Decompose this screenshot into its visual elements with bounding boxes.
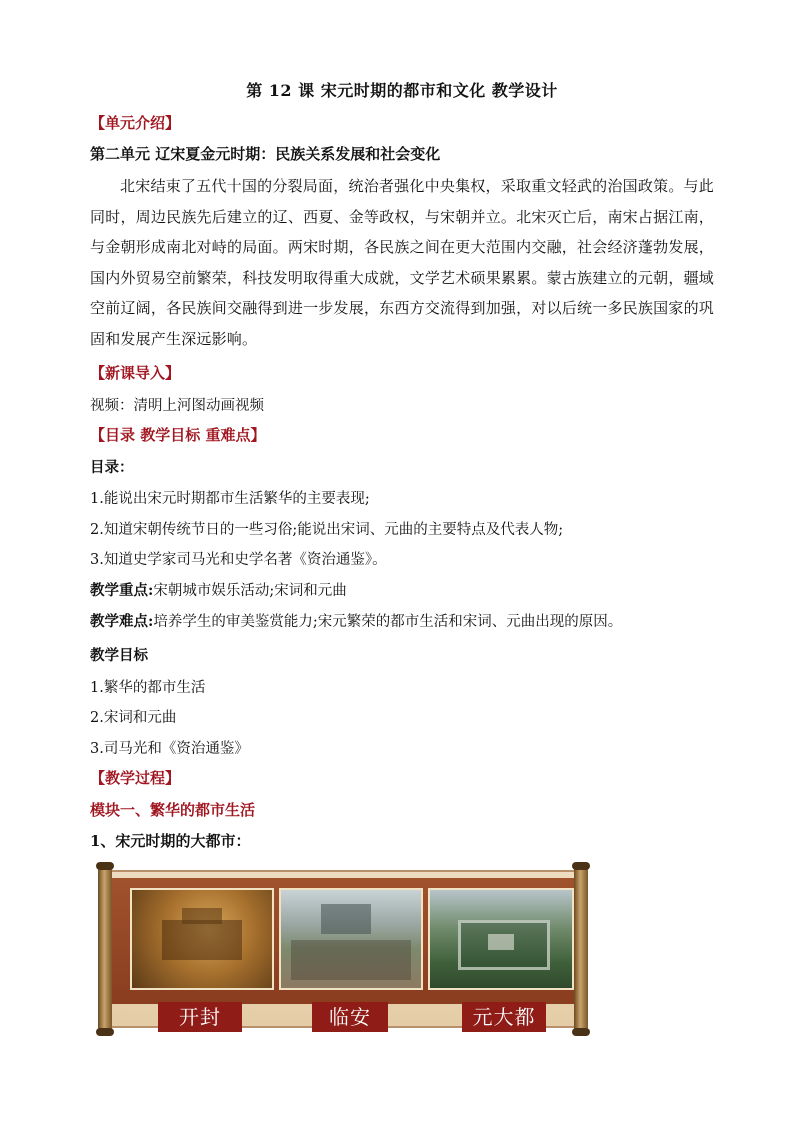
objectives-heading: 教学目标: [90, 647, 148, 664]
catalog-item: 1.能说出宋元时期都市生活繁华的主要表现;: [90, 491, 370, 507]
intro-paragraph: 北宋结束了五代十国的分裂局面，统治者强化中央集权，采取重文轻武的治国政策。与此同时，周边民族先后建立的辽、西夏、金等政权，与宋朝并立。北宋灭亡后，南宋占据江南，与金朝形成南北对峙的局面。两宋时期，各民族之间在更大范围内交融，社会经济蓬勃发展，国内外贸易空前繁荣，科技发明取得重大成就，文学艺术硕果累累。蒙古族建立的元朝，疆域空前辽阔，各民族间交融得到进一步发展，东西方交流得到加强，对以后统一多民族国家的巩固和发展产生深远影响。: [90, 177, 714, 348]
difficult-point-text: 培养学生的审美鉴赏能力;宋元繁荣的都市生活和宋词、元曲出现的原因。: [153, 614, 623, 630]
unit-heading: 第二单元 辽宋夏金元时期：民族关系发展和社会变化: [90, 145, 441, 163]
objective-item: 3.司马光和《资治通鉴》: [90, 741, 249, 757]
page-title: 第 12 课 宋元时期的都市和文化 教学设计: [246, 81, 558, 100]
section-process: 【教学过程】: [90, 769, 181, 787]
subheading: 1、宋元时期的大都市：: [90, 832, 251, 850]
objective-item: 2.宋词和元曲: [90, 710, 177, 726]
scroll-paper: [112, 870, 574, 1028]
label-linan: 临安: [312, 1002, 388, 1032]
section-unit-intro: 【单元介绍】: [90, 114, 181, 132]
yuan-dadu-photo: [428, 888, 574, 990]
key-point: [90, 579, 347, 600]
difficult-point-label: 教学难点:: [90, 613, 154, 630]
key-point-text: 宋朝城市娱乐活动;宋词和元曲: [153, 583, 347, 599]
scroll-rod-left: [98, 864, 112, 1034]
section-catalog: 【目录 教学目标 重难点】: [90, 426, 266, 444]
module-heading: 模块一、繁华的都市生活: [90, 801, 256, 819]
catalog-heading: 目录：: [90, 459, 134, 476]
linan-photo: [279, 888, 423, 990]
catalog-item: 2.知道宋朝传统节日的一些习俗;能说出宋词、元曲的主要特点及代表人物;: [90, 522, 564, 538]
video-line: 视频：清明上河图动画视频: [90, 398, 264, 414]
scroll-image: [98, 864, 588, 1034]
label-kaifeng: 开封: [158, 1002, 242, 1032]
kaifeng-photo: [130, 888, 274, 990]
difficult-point: [90, 610, 622, 631]
scroll-rod-right: [574, 864, 588, 1034]
catalog-item: 3.知道史学家司马光和史学名著《资治通鉴》。: [90, 552, 387, 568]
label-yuan-dadu: 元大都: [462, 1002, 546, 1032]
section-new-lesson: 【新课导入】: [90, 364, 181, 382]
key-point-label: 教学重点:: [90, 582, 154, 599]
objective-item: 1.繁华的都市生活: [90, 680, 206, 696]
